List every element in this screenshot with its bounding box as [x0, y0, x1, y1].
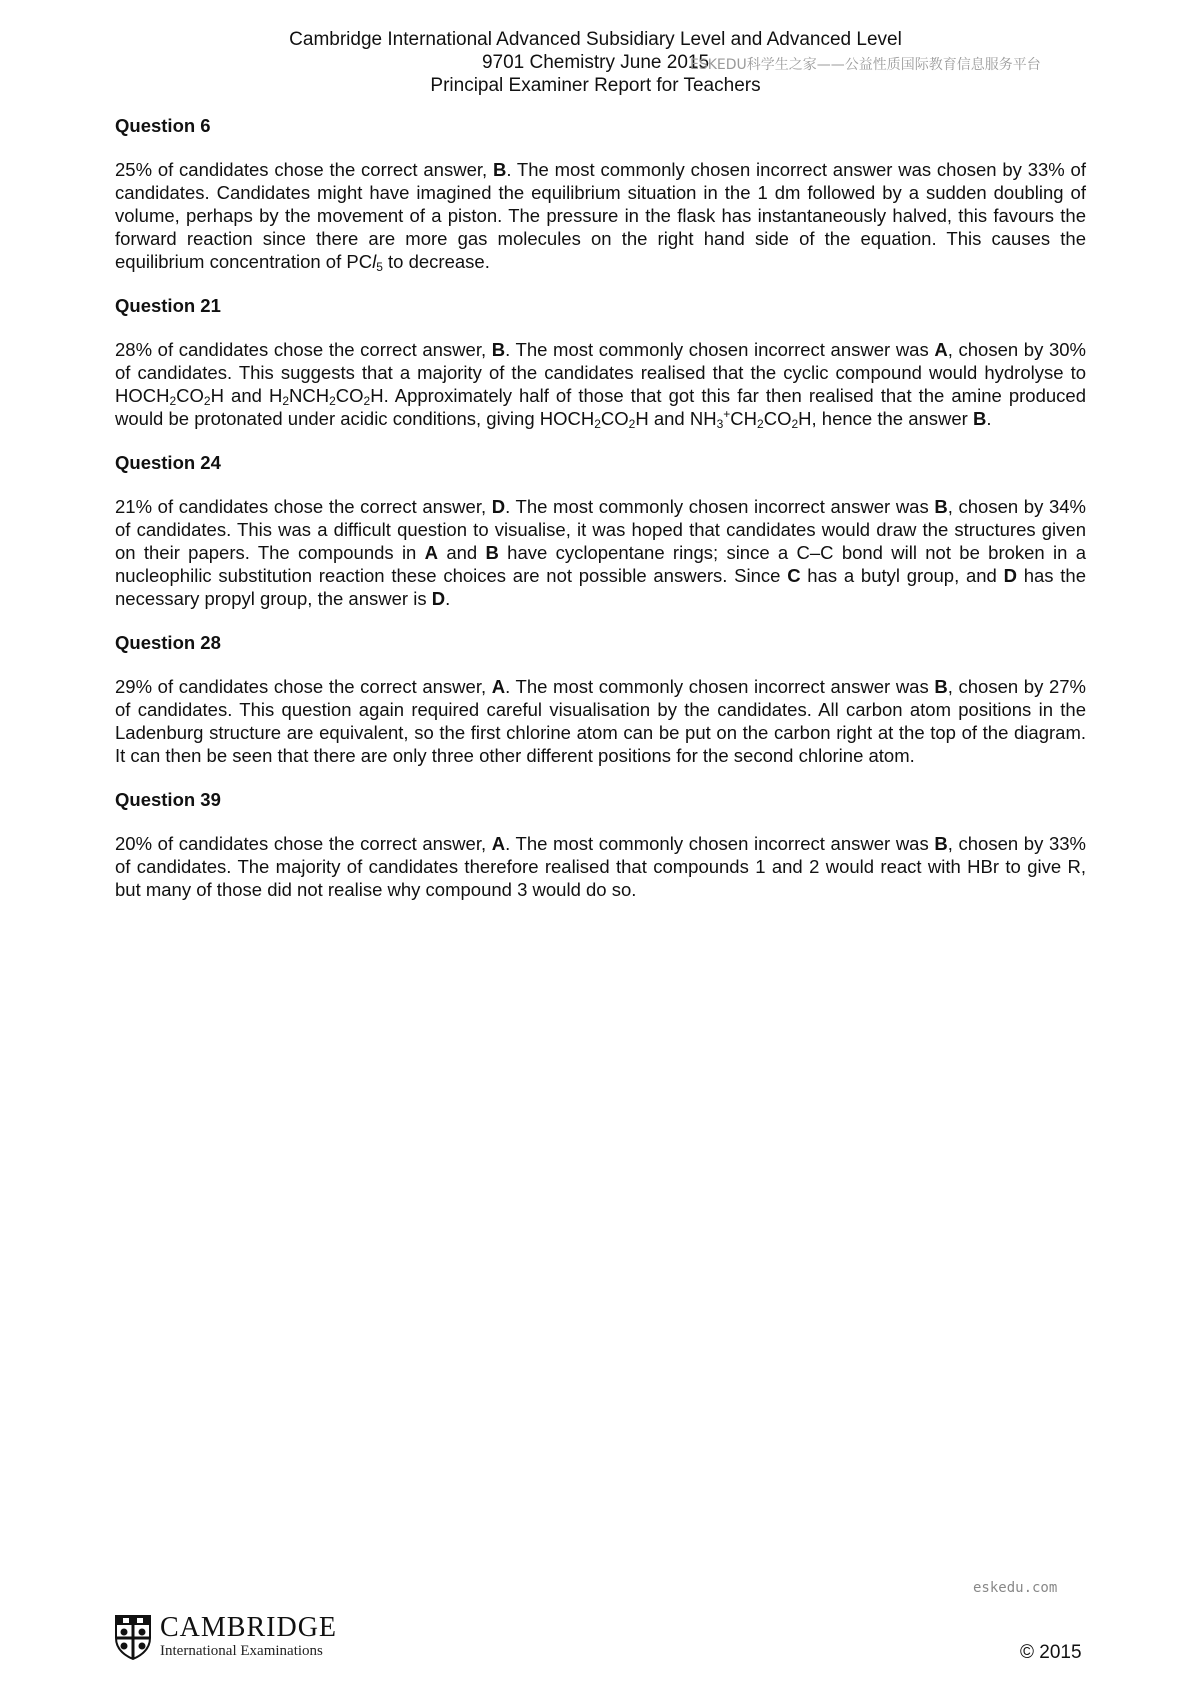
header-syllabus: 9701 Chemistry June 2015	[481, 52, 710, 73]
question-heading: Question 28	[115, 632, 221, 653]
question-commentary: 29% of candidates chose the correct answer, A. The most commonly chosen incorrect answer was B, chosen by 27% of candidates. This question again required careful visualisation by the candidates. All carbon atom positions in the Ladenburg structure are equivalent, so the first chlorine atom can be put on the carbon right at the top of the diagram. It can then be seen that there are only three other different positions for the second chlorine atom.	[115, 676, 1086, 766]
question-21	[115, 294, 1086, 430]
question-commentary: 21% of candidates chose the correct answer, D. The most commonly chosen incorrect answer was B, chosen by 34% of candidates. This was a difficult question to visualise, it was hoped that candidates would draw the structures given on their papers. The compounds in A and B have cyclopentane rings; since a C–C bond will not be broken in a nucleophilic substitution reaction these choices are not possible answers. Since C has a butyl group, and D has the necessary propyl group, the answer is D.	[115, 496, 1087, 609]
header-title: Cambridge International Advanced Subsidiary Level and Advanced Level	[289, 29, 902, 50]
copyright-notice: © 2015	[1020, 1642, 1082, 1663]
report-content	[115, 114, 1086, 922]
header-report-type: Principal Examiner Report for Teachers	[430, 75, 761, 96]
site-watermark: eskedu.com	[973, 1580, 1058, 1596]
logo-wordmark: CAMBRIDGE	[160, 1612, 338, 1643]
logo-subtitle: International Examinations	[160, 1643, 323, 1659]
cambridge-shield-icon	[114, 1614, 152, 1660]
watermark-text: ESKEDU科学生之家——公益性质国际教育信息服务平台	[690, 57, 1041, 73]
question-commentary: 28% of candidates chose the correct answer, B. The most commonly chosen incorrect answer was A, chosen by 30% of candidates. This suggests that a majority of the candidates realised that the cyclic compound would hydrolyse to $HOCH_2CO_2H$ and $H_2NCH_2CO_2H$. Approximately half of those that got this far then realised that the amine produced would be protonated under acidic conditions, giving $HOCH_2CO_2H$ and $NH_3^+CH_2CO_2H$, hence the answer B.	[115, 339, 1086, 431]
question-heading: Question 6	[115, 115, 211, 136]
question-39	[115, 788, 1086, 901]
question-commentary: 20% of candidates chose the correct answer, A. The most commonly chosen incorrect answer was B, chosen by 33% of candidates. The majority of candidates therefore realised that compounds 1 and 2 would react with HBr to give R, but many of those did not realise why compound 3 would do so.	[115, 833, 1086, 900]
question-commentary: 25% of candidates chose the correct answer, B. The most commonly chosen incorrect answer was chosen by 33% of candidates. Candidates might have imagined the equilibrium situation in the 1 dm followed by a sudden doubling of volume, perhaps by the movement of a piston. The pressure in the flask has instantaneously halved, this favours the forward reaction since there are more gas molecules on the right hand side of the equation. This causes the equilibrium concentration of PCl$_5$ to decrease.	[115, 159, 1086, 274]
question-24	[115, 451, 1086, 610]
question-heading: Question 21	[115, 295, 221, 316]
question-heading: Question 39	[115, 789, 221, 810]
question-6	[115, 114, 1086, 273]
question-heading: Question 24	[115, 452, 221, 473]
question-28	[115, 631, 1086, 767]
cambridge-logo	[114, 1614, 337, 1660]
